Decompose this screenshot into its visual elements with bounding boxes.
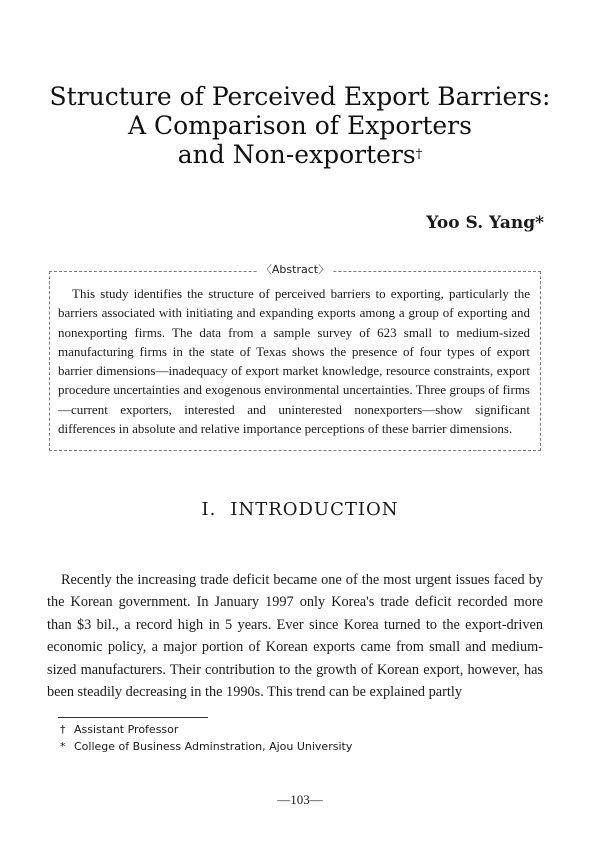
paper-title <box>30 82 570 169</box>
abstract-heading-text: 〈Abstract〉 <box>257 263 333 276</box>
author-name: Yoo S. Yang* <box>426 213 544 233</box>
title-line-3 <box>30 140 570 169</box>
section-number: I. <box>201 499 217 520</box>
page-number: —103— <box>277 792 323 807</box>
footnote-text: Assistant Professor <box>74 723 179 736</box>
footnote-mark: † <box>60 723 66 736</box>
abstract-heading <box>50 263 540 277</box>
title-dagger-mark: † <box>415 147 423 162</box>
footnote-asterisk <box>60 740 352 754</box>
abstract-text: This study identifies the structure of perceived barriers to exporting, particularly the barriers associated with initiating and expanding exports among a group of exporting and nonexporting firms. The data from a sample survey of 623 small to medium-sized manufacturing firms in the state of Texas shows the presence of four types of export barrier dimensions—inadequacy of export market knowledge, resource constraints, export procedure uncertainties and exogenous environmental uncertainties. Three groups of firms—current exporters, interested and uninterested nonexporters—show significant differences in absolute and relative importance perceptions of these barrier dimensions. <box>58 286 530 437</box>
section-heading <box>0 499 600 520</box>
footnote-mark: * <box>60 740 66 753</box>
title-line-2: A Comparison of Exporters <box>128 111 472 140</box>
footnote-text: College of Business Adminstration, Ajou University <box>74 740 353 753</box>
footnote-dagger <box>60 723 178 737</box>
title-line-3-text: and Non-exporters <box>177 140 416 169</box>
body-paragraph: Recently the increasing trade deficit became one of the most urgent issues faced by the Korean government. In January 1997 only Korea's trade deficit recorded more than $3 bil., a record high in 5 years. Ever since Korea turned to the export-driven economic policy, a major portion of Korean exports came from small and medium-sized manufacturers. Their contribution to the growth of Korean export, however, has been steadily decreasing in the 1990s. This trend can be explained partly <box>47 572 543 701</box>
section-title: INTRODUCTION <box>230 499 399 520</box>
footnote-divider <box>58 717 208 718</box>
title-line-1: Structure of Perceived Export Barriers: <box>49 82 551 111</box>
